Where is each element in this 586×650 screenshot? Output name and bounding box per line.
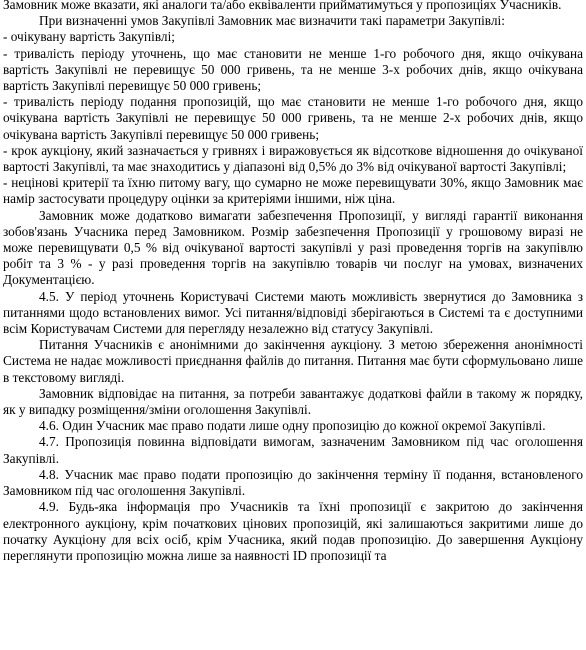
list-item-expected-cost: - очікувану вартість Закупівлі; (3, 29, 175, 45)
paragraph-bid-security: Замовник може додатково вимагати забезпечення Пропозиції, у вигляді гарантії виконання зобов'язань Учасника перед Замовником. Розмір забезпечення Пропозиції у грошовому виразі не може перевищувати 0,5 % від очікуваної вартості закупівлі у разі проведення торгів на закупівлю робіт та 3 % - у разі проведення торгів на закупівлю товарів чи послуг на умовах, визначених Документацією. (3, 207, 583, 288)
list-item-non-price-criteria: - нецінові критерії та їхню питому вагу, що сумарно не може перевищувати 30%, якщо Замовник має намір застосувати процедуру оцінки за критеріями іншими, ніж ціна. (3, 175, 583, 207)
paragraph-parameters-intro: При визначенні умов Закупівлі Замовник має визначити такі параметри Закупівлі: (39, 13, 505, 29)
paragraph-4-9: 4.9. Будь-яка інформація про Учасників та їхні пропозиції є закритою до закінчення електронного аукціону, крім початкових цінових пропозицій, які залишаються закритими лише до початку Аукціону для всіх осіб, крім Учасника, який подав пропозицію. До завершення Аукціону переглянути пропозицію можна лише за наявності ID пропозиції та (3, 499, 583, 563)
paragraph-4-5: 4.5. У період уточнень Користувачі Системи мають можливість звернутися до Замовника з питаннями щодо встановлених вимог. Усі питання/відповіді зберігаються в Системі та є доступними всім Користувачам Системи для перегляду незалежно від статусу Закупівлі. (3, 288, 583, 337)
paragraph-questions-anonymity: Питання Учасників є анонімними до закінчення аукціону. З метою збереження анонімності Система не надає можливості приєднання файлів до питання. Питання має бути сформульовано лише в текстовому вигляді. (3, 337, 583, 385)
paragraph-customer-answers: Замовник відповідає на питання, за потреби завантажує додаткові файли в такому ж порядку, як у випадку розміщення/зміни оголошення Закупівлі. (3, 385, 583, 418)
list-item-auction-step: - крок аукціону, який зазначається у гривнях і виражовується як відсоткове відношення до очікуваної вартості Закупівлі, та має знаходитись у діапазоні від 0,5% до 3% від очікуваної вартості Закупівлі; (3, 142, 583, 175)
paragraph-analogs: Замовник може вказати, які аналоги та/або еквіваленти прийматимуться у пропозиціях Учасників. (3, 0, 562, 12)
paragraph-4-6: 4.6. Один Учасник має право подати лише одну пропозицію до кожної окремої Закупівлі. (39, 418, 546, 434)
paragraph-4-7: 4.7. Пропозиція повинна відповідати вимогам, зазначеним Замовником під час оголошення Закупівлі. (3, 434, 583, 466)
list-item-submission-period: - тривалість періоду подання пропозицій, що має становити не менше 1-го робочого дня, якщо очікувана вартість Закупівлі не перевищує 50 000 гривень, та не менше 2-х робочих днів, якщо очікувана вартість Закупівлі перевищує 50 000 гривень; (3, 94, 583, 142)
list-item-clarification-period: - тривалість періоду уточнень, що має становити не менше 1-го робочого дня, якщо очікувана вартість Закупівлі не перевищує 50 000 гривень, та не менше 3-х робочих днів, якщо очікувана вартість Закупівлі перевищує 50 000 гривень; (3, 45, 583, 94)
paragraph-4-8: 4.8. Учасник має право подати пропозицію до закінчення терміну її подання, встановленого Замовником під час оголошення Закупівлі. (3, 466, 583, 499)
